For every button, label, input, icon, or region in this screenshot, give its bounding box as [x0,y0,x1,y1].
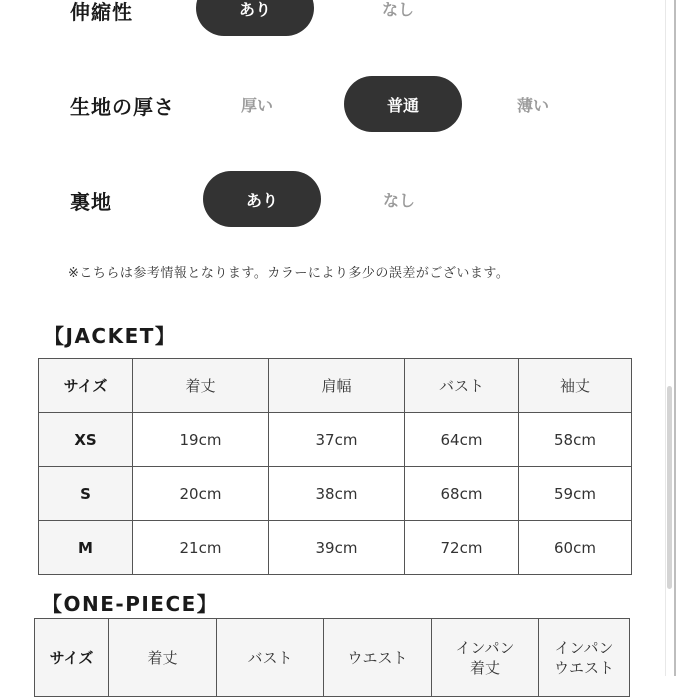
option-stretch-no [360,0,436,36]
attribute-row-stretch [0,0,660,36]
table-row [39,413,632,467]
table-header-row [39,359,632,413]
option-label: 厚い [240,95,273,115]
table-row [39,467,632,521]
attribute-label-lining: 裏地 [70,190,112,214]
header-waist: ウエスト [324,619,432,697]
jacket-size-table [38,358,632,575]
table-cell: 59cm [519,467,632,521]
option-label: なし [382,190,415,210]
onepiece-section-title: 【ONE-PIECE】 [42,592,219,616]
option-thickness-thick [218,76,296,132]
attribute-row-lining [0,171,660,227]
table-cell: 68cm [405,467,519,521]
reference-note: ※こちらは参考情報となります。カラーにより多少の誤差がございます。 [68,266,510,281]
header-length: 着丈 [133,359,269,413]
option-lining-no [360,171,438,227]
option-label: なし [381,0,414,19]
header-length: 着丈 [109,619,217,697]
option-stretch-yes [196,0,314,36]
table-cell: 37cm [269,413,405,467]
attribute-label-thickness: 生地の厚さ [70,95,175,119]
size-cell: XS [39,413,133,467]
header-inner-pants-waist [539,619,630,697]
table-cell: 19cm [133,413,269,467]
option-label: あり [245,190,278,210]
jacket-section-title: 【JACKET】 [44,324,177,348]
table-cell: 60cm [519,521,632,575]
table-cell: 21cm [133,521,269,575]
size-cell: M [39,521,133,575]
attribute-label-stretch: 伸縮性 [70,0,133,24]
table-cell: 39cm [269,521,405,575]
onepiece-size-table [34,618,630,697]
table-row [39,521,632,575]
header-shoulder: 肩幅 [269,359,405,413]
option-thickness-normal [344,76,462,132]
table-cell: 38cm [269,467,405,521]
header-bust: バスト [217,619,324,697]
size-cell: S [39,467,133,521]
scrollbar-thumb[interactable] [667,386,672,589]
option-label: 普通 [386,95,419,115]
header-line: インパン [554,638,614,657]
table-cell: 20cm [133,467,269,521]
header-bust: バスト [405,359,519,413]
option-lining-yes [203,171,321,227]
table-header-row [35,619,630,697]
header-line: インパン [455,638,515,657]
option-label: あり [238,0,271,19]
header-line: ウエスト [553,658,614,677]
header-sleeve: 袖丈 [519,359,632,413]
header-line: 着丈 [469,658,500,677]
table-cell: 58cm [519,413,632,467]
header-size: サイズ [39,359,133,413]
attribute-row-thickness [0,76,660,132]
table-cell: 64cm [405,413,519,467]
option-label: 薄い [516,95,549,115]
option-thickness-thin [494,76,572,132]
header-inner-pants-length [432,619,539,697]
table-cell: 72cm [405,521,519,575]
header-size: サイズ [35,619,109,697]
